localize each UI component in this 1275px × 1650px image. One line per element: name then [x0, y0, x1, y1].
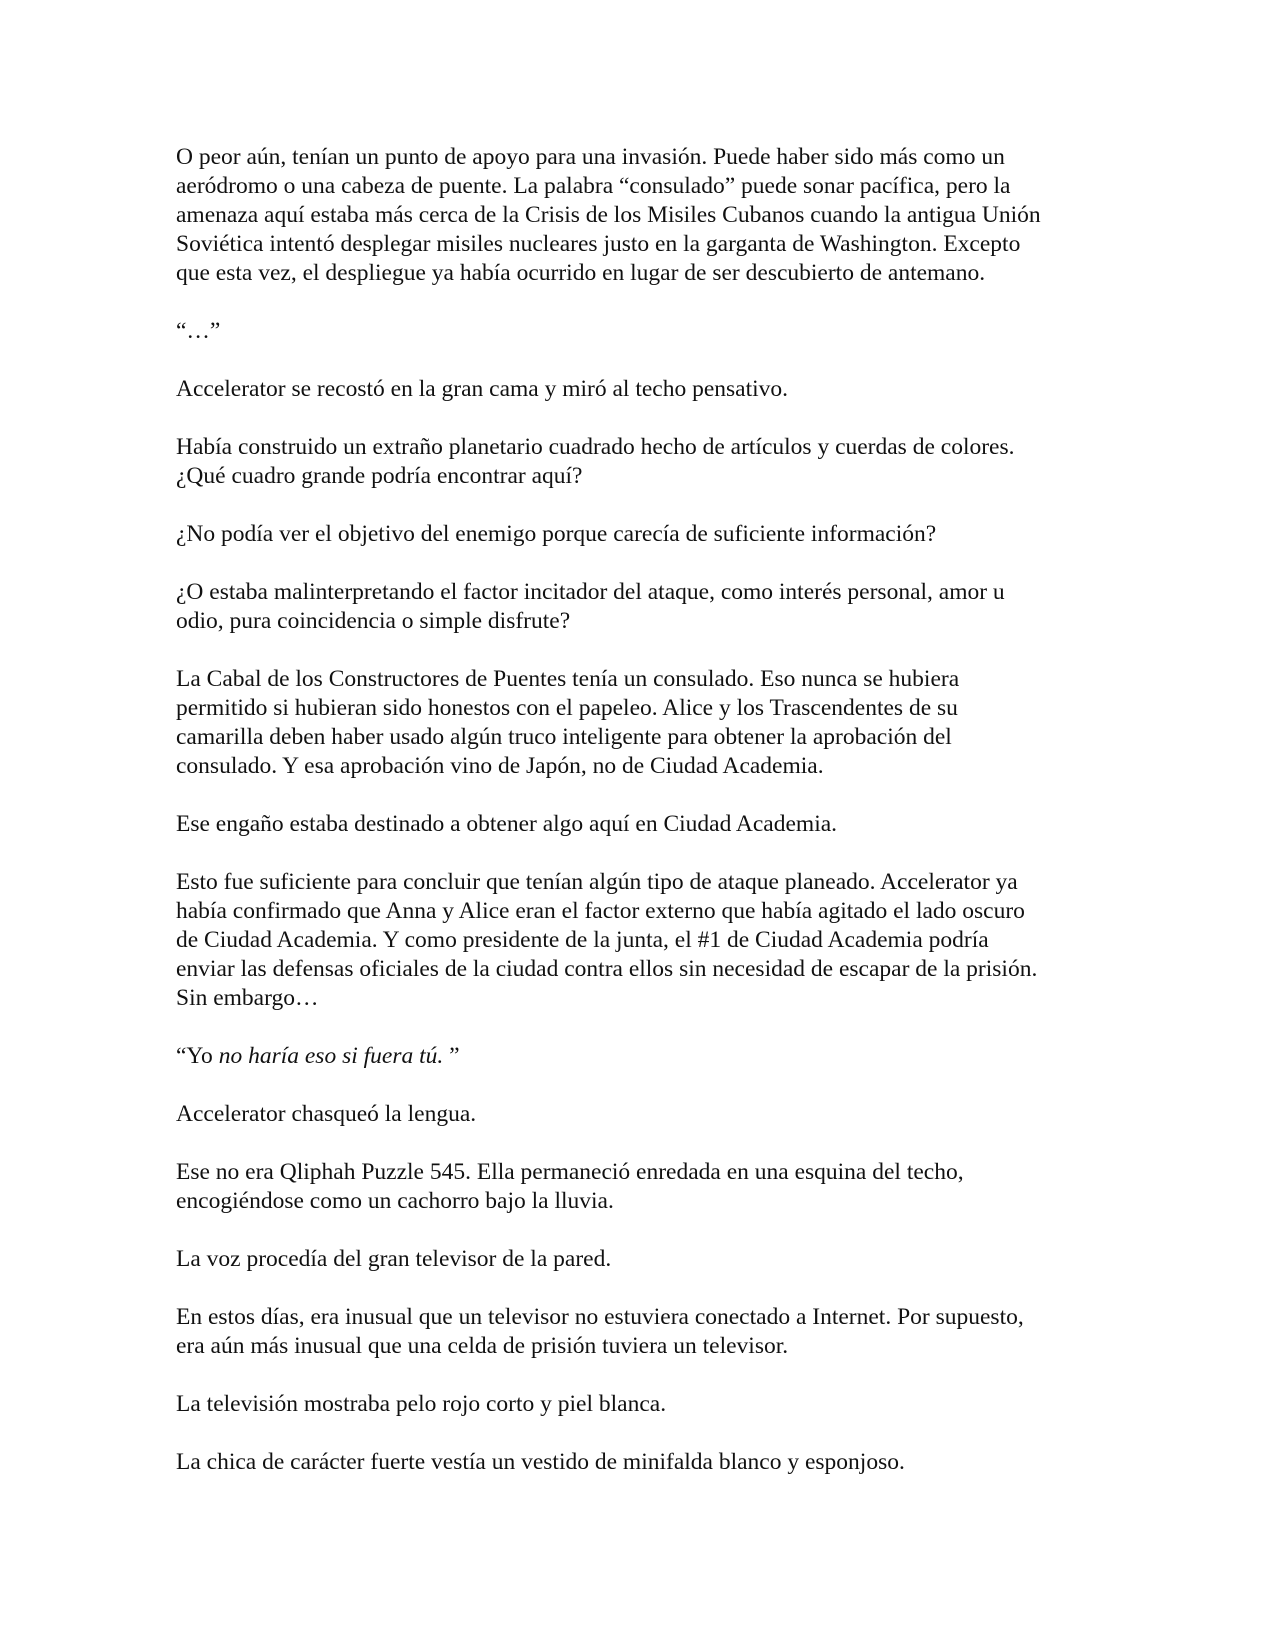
paragraph-3	[176, 375, 1106, 404]
text-line: camarilla deben haber usado algún truco inteligente para obtener la aprobación del	[176, 724, 952, 750]
text-line: que esta vez, el despliegue ya había ocurrido en lugar de ser descubierto de antemano.	[176, 260, 986, 286]
paragraph-14	[176, 1303, 1106, 1361]
text-line: de Ciudad Academia. Y como presidente de la junta, el #1 de Ciudad Academia podría	[176, 927, 989, 953]
document-page	[176, 143, 1106, 1506]
quote-open: “Yo	[176, 1043, 219, 1069]
paragraph-11	[176, 1100, 1106, 1129]
text-line: O peor aún, tenían un punto de apoyo para una invasión. Puede haber sido más como un	[176, 144, 1005, 170]
paragraph-4	[176, 433, 1106, 491]
paragraph-15	[176, 1390, 1106, 1419]
paragraph-1	[176, 143, 1106, 288]
text-line: permitido si hubieran sido honestos con el papeleo. Alice y los Trascendentes de su	[176, 695, 958, 721]
text-line: Ese engaño estaba destinado a obtener algo aquí en Ciudad Academia.	[176, 811, 838, 837]
text-line: amenaza aquí estaba más cerca de la Crisis de los Misiles Cubanos cuando la antigua Unión	[176, 202, 1041, 228]
paragraph-13	[176, 1245, 1106, 1274]
text-line: odio, pura coincidencia o simple disfrute?	[176, 608, 571, 634]
text-line: Ese no era Qliphah Puzzle 545. Ella permaneció enredada en una esquina del techo,	[176, 1159, 964, 1185]
text-line: Accelerator chasqueó la lengua.	[176, 1101, 477, 1127]
text-line: ¿Qué cuadro grande podría encontrar aquí?	[176, 463, 583, 489]
paragraph-8	[176, 810, 1106, 839]
paragraph-5	[176, 520, 1106, 549]
paragraph-16	[176, 1448, 1106, 1477]
text-line: Soviética intentó desplegar misiles nucleares justo en la garganta de Washington. Excepto	[176, 231, 1021, 257]
text-line: En estos días, era inusual que un televisor no estuviera conectado a Internet. Por supuesto,	[176, 1304, 1024, 1330]
text-line: había confirmado que Anna y Alice eran el factor externo que había agitado el lado oscuro	[176, 898, 1025, 924]
text-line: La chica de carácter fuerte vestía un vestido de minifalda blanco y esponjoso.	[176, 1449, 905, 1475]
text-line: Esto fue suficiente para concluir que tenían algún tipo de ataque planeado. Accelerator ya	[176, 869, 1018, 895]
text-line: enviar las defensas oficiales de la ciudad contra ellos sin necesidad de escapar de la prisión.	[176, 956, 1038, 982]
text-line: ¿No podía ver el objetivo del enemigo porque carecía de suficiente información?	[176, 521, 937, 547]
quote-italic: no haría eso si fuera tú.	[218, 1043, 444, 1069]
text-line: consulado. Y esa aprobación vino de Japón, no de Ciudad Academia.	[176, 753, 824, 779]
text-line: La Cabal de los Constructores de Puentes tenía un consulado. Eso nunca se hubiera	[176, 666, 960, 692]
paragraph-6	[176, 578, 1106, 636]
paragraph-12	[176, 1158, 1106, 1216]
text-line: Había construido un extraño planetario cuadrado hecho de artículos y cuerdas de colores.	[176, 434, 1015, 460]
paragraph-7	[176, 665, 1106, 781]
quote-close: ”	[443, 1043, 460, 1069]
text-line: ¿O estaba malinterpretando el factor incitador del ataque, como interés personal, amor u	[176, 579, 1005, 605]
text-line: Sin embargo…	[176, 985, 319, 1011]
paragraph-10-quote	[176, 1042, 1106, 1071]
text-line: encogiéndose como un cachorro bajo la lluvia.	[176, 1188, 614, 1214]
text-line: La voz procedía del gran televisor de la pared.	[176, 1246, 612, 1272]
text-line: aeródromo o una cabeza de puente. La palabra “consulado” puede sonar pacífica, pero la	[176, 173, 1011, 199]
text-line: Accelerator se recostó en la gran cama y miró al techo pensativo.	[176, 376, 789, 402]
paragraph-9	[176, 868, 1106, 1013]
text-line: La televisión mostraba pelo rojo corto y piel blanca.	[176, 1391, 667, 1417]
paragraph-2	[176, 317, 1106, 346]
text-line	[176, 1042, 1106, 1071]
text-line: “…”	[176, 318, 221, 344]
text-line: era aún más inusual que una celda de prisión tuviera un televisor.	[176, 1333, 789, 1359]
